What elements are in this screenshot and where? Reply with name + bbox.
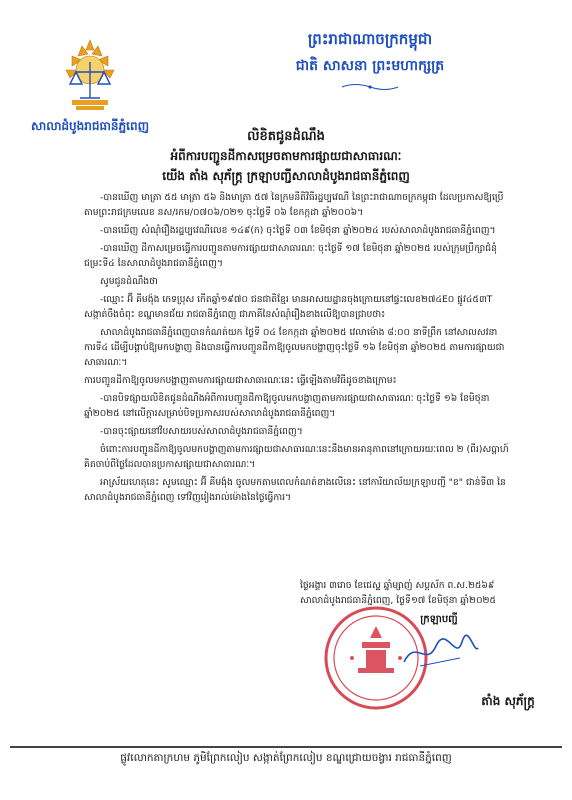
court-emblem-icon bbox=[58, 38, 122, 116]
lunar-date: ថ្ងៃអង្គារ ៣រោច ខែជេស្ឋ ឆ្នាំម្សាញ់ សប្តស័ក ព.ស.២៥៦៩ bbox=[300, 580, 495, 591]
place-date: សាលាដំបូងរាជធានីភ្នំពេញ, ថ្ងៃទី១៧ ខែមិថុនា ឆ្នាំ២០២៥ bbox=[300, 595, 496, 606]
body-paragraph: ចំពោះការបញ្ជូនដីកាឱ្យចូលមកបង្ហាញតាមការផ្សាយជាសាធារណៈនេះនឹងមានអានុភាពនៅក្រោយរយៈពេល ២ (ពីរ)សប្ដាហ៍ គិតចាប់ពីថ្ងៃដែលបានប្រកាសផ្សាយជាសាធារណៈ។ bbox=[84, 444, 509, 470]
body-paragraph: -បានឃើញ ដីកាសម្រេចធ្វើការបញ្ជូនតាមការផ្សាយជាសាធារណៈ ចុះថ្ងៃទី ១៧ ខែមិថុនា ឆ្នាំ២០២៥ របស់ក្រុមប្រឹក្សាជំនុំជម្រះទី៤ នៃសាលាដំបូងរាជធានីភ្នំពេញ។ bbox=[84, 243, 497, 269]
ornament-divider-icon bbox=[340, 82, 400, 92]
body-paragraph: សូមជូនដំណឹងថា bbox=[100, 276, 158, 287]
document-title: លិខិតជូនដំណឹង bbox=[247, 129, 325, 144]
subject-line-1: អំពីការបញ្ជូនដីកាសម្រេចតាមការផ្សាយជាសាធារណៈ bbox=[170, 149, 402, 163]
kingdom-heading: ព្រះរាជាណាចក្រកម្ពុជា bbox=[307, 30, 433, 48]
footer-address: ផ្លូវលោកតាក្រហម ភូមិព្រែកលៀប សង្កាត់ព្រែកលៀប ខណ្ឌជ្រោយចង្វារ រាជធានីភ្នំពេញ bbox=[120, 752, 452, 764]
national-motto: ជាតិ សាសនា ព្រះមហាក្សត្រ bbox=[295, 58, 445, 74]
signer-title: ក្រឡាបញ្ជី bbox=[420, 614, 458, 625]
footer-divider bbox=[10, 746, 562, 748]
body-paragraph: -បានបិទផ្សាយលិខិតជូនដំណឹងអំពីការបញ្ជូនដីកាឱ្យចូលមកបង្ហាញតាមការផ្សាយជាសាធារណៈ ចុះថ្ងៃទី ១៦ ខែមិថុនា ឆ្នាំ២០២៥ នៅលើក្ដារសម្រាប់បិទប្រកាសរបស់សាលាដំបូងរាជធានីភ្នំពេញ។ bbox=[84, 393, 490, 419]
subject-line-2: យើង តាំង សុភ័ក្ត្រ ក្រឡាបញ្ជីសាលាដំបូងរាជធានីភ្នំពេញ bbox=[162, 169, 410, 183]
document-body bbox=[84, 190, 516, 508]
body-paragraph: -បានឃើញ សំណុំរឿងរដ្ឋប្បវេណីលេខ ១៤៩(ក) ចុះថ្ងៃទី ០៣ ខែមិថុនា ឆ្នាំ២០២៤ របស់សាលាដំបូងរាជធានីភ្នំពេញ។ bbox=[100, 225, 496, 236]
body-paragraph: សាលាដំបូងរាជធានីភ្នំពេញបានកំណត់យក ថ្ងៃទី ០៤ ខែកក្កដា ឆ្នាំ២០២៥ វេលាម៉ោង ៨:០០ នាទីព្រឹក នៅសាលសវនាការទី៤ ដើម្បីបង្គាប់ឱ្យមកបង្ហាញ និងបានធ្វើការបញ្ជូនដីកាឱ្យចូលមកបង្ហាញចុះថ្ងៃទី ១៦ ខែមិថុនា ឆ្នាំ២០២៥ តាមការផ្សាយជាសាធារណៈ។ bbox=[84, 327, 505, 368]
handwritten-signature-icon bbox=[400, 632, 480, 672]
body-paragraph: ការបញ្ជូនដីកាឱ្យចូលមកបង្ហាញតាមការផ្សាយជាសាធារណៈនេះ ធ្វើឡើងតាមវិធីដូចខាងក្រោម៖ bbox=[84, 375, 397, 386]
body-paragraph: -បានចុះផ្សាយនៅវិបសាយរបស់សាលាដំបូងរាជធានីភ្នំពេញ។ bbox=[100, 426, 303, 437]
court-name: សាលាដំបូងរាជធានីភ្នំពេញ bbox=[30, 119, 150, 133]
body-paragraph: អាស្រ័យហេតុនេះ សូមឈ្មោះ អ៊ី គីមង៉ុង ចូលមកតាមពេលកំណត់ខាងលើនេះ នៅការិយាល័យក្រឡាបញ្ជី "ខ" ជាន់ទី៣ នៃសាលាដំបូងរាជធានីភ្នំពេញ ទៅវិញរៀងរាល់ម៉ោងនៃថ្ងៃធ្វើការ។ bbox=[84, 477, 506, 503]
body-paragraph: -ឈ្មោះ អ៊ី គីមង៉ុង ភេទប្រុស កើតឆ្នាំ១៩៧០ ជនជាតិខ្មែរ មានអាសយដ្ឋានចុងក្រោយនៅផ្ទះលេខ២៧៤E០ ផ្លូវ៤៥៣T សង្កាត់ចឹងចំពុះ ខណ្ឌមានជ័យ រាជធានីភ្នំពេញ ជាភាគីនៃសំណុំរឿងខាងលើឱ្យបានជ្រាបថា៖ bbox=[84, 294, 493, 320]
signer-name: តាំង សុភ័ក្ត្រ bbox=[481, 694, 535, 708]
body-paragraph: -បានឃើញ មាត្រា ៥៥ មាត្រា ៥៦ និងមាត្រា ៥៧ នៃក្រមនីតិវិធីរដ្ឋប្បវេណី នៃព្រះរាជាណាចក្រកម្ពុជា ដែលប្រកាសឱ្យប្រើតាមព្រះរាជក្រមលេខ នស/រកម/០៧០៦/០២១ ចុះថ្ងៃទី ០៦ ខែកក្កដា ឆ្នាំ២០០៦។ bbox=[84, 192, 504, 218]
